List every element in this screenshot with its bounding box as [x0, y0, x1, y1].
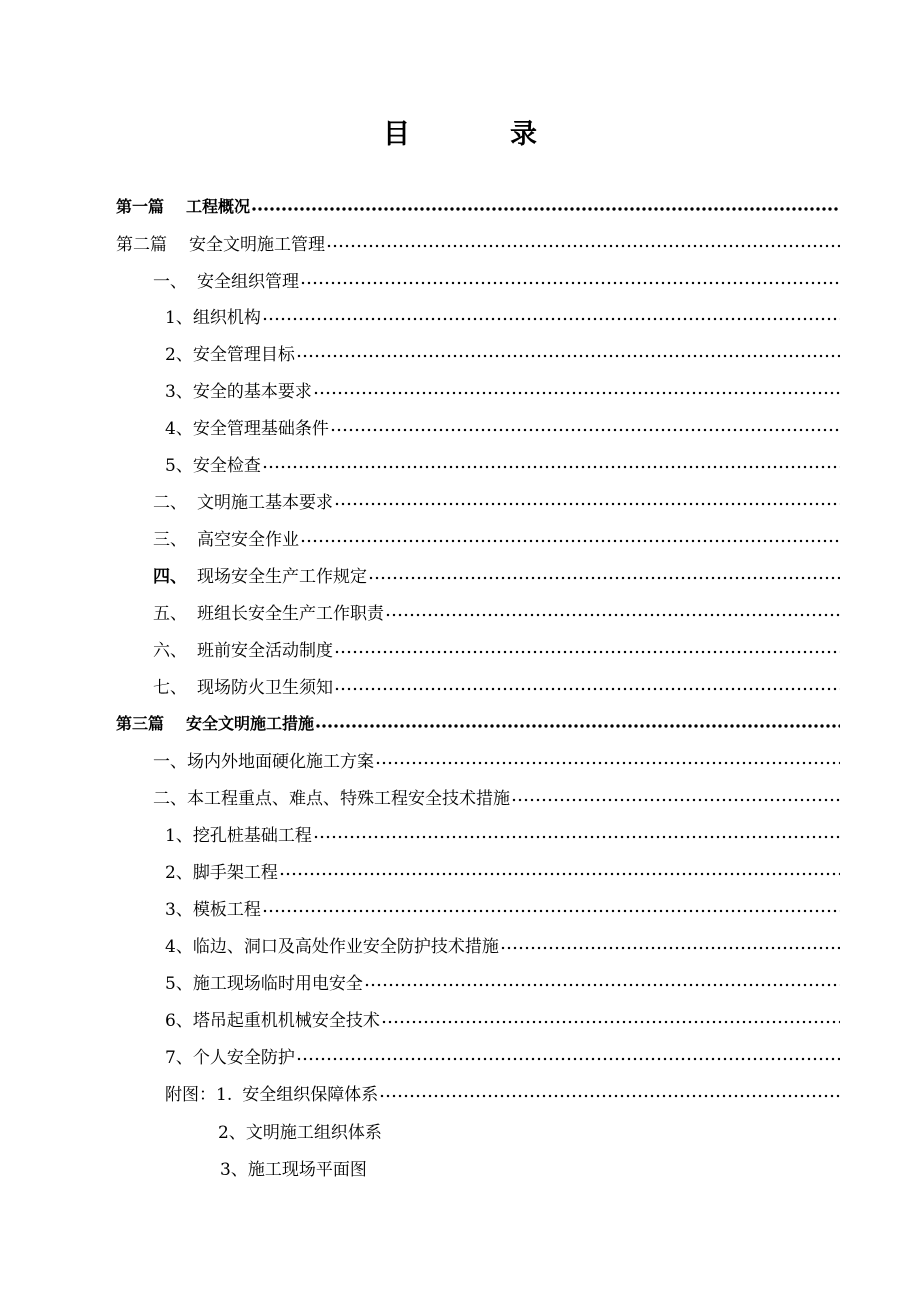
toc-subsection[interactable] [165, 929, 840, 959]
toc-subsection[interactable] [165, 448, 840, 478]
toc-prefix: 三、 [153, 529, 187, 550]
toc-prefix: 2、 [165, 862, 193, 883]
toc-appendix-item[interactable] [218, 1115, 382, 1145]
toc-text: 塔吊起重机机械安全技术 [192, 1010, 380, 1031]
toc-text: 文明施工基本要求 [197, 492, 333, 513]
toc-prefix: 一、 [153, 271, 187, 292]
toc-text: 高空安全作业 [197, 529, 299, 550]
toc-text: 个人安全防护 [192, 1047, 295, 1068]
toc-prefix: 5、 [165, 973, 193, 994]
toc-prefix: 5、 [165, 455, 193, 476]
toc-part-1[interactable] [116, 190, 840, 220]
toc-text: 施工现场临时用电安全 [192, 973, 363, 994]
toc-part-3[interactable] [116, 707, 840, 737]
toc-prefix: 6、 [165, 1010, 193, 1031]
toc-text: 临边、洞口及高处作业安全防护技术措施 [192, 936, 499, 957]
dot-leader [334, 650, 840, 654]
dot-leader [262, 909, 840, 913]
toc-text: 安全文明施工管理 [189, 234, 325, 255]
toc-text: 现场防火卫生须知 [197, 677, 333, 698]
toc-prefix: 1. [216, 1084, 233, 1105]
toc-prefix: 一、 [153, 751, 187, 772]
toc-subsection[interactable] [165, 374, 840, 404]
toc-prefix: 七、 [153, 677, 187, 698]
toc-prefix: 4、 [165, 418, 193, 439]
dot-leader [315, 724, 840, 728]
toc-section[interactable] [153, 485, 840, 515]
toc-text: 工程概况 [186, 196, 251, 216]
toc-section[interactable] [153, 264, 840, 294]
toc-prefix: 7、 [165, 1047, 193, 1068]
dot-leader [385, 613, 840, 617]
toc-prefix: 第一篇 [116, 196, 165, 216]
toc-text: 安全组织保障体系 [242, 1084, 379, 1105]
toc-subsection[interactable] [165, 855, 840, 885]
dot-leader [262, 317, 840, 321]
dot-leader [500, 946, 840, 950]
toc-text: 脚手架工程 [192, 862, 278, 883]
dot-leader [296, 1057, 840, 1061]
appendix-label: 附图： [165, 1084, 216, 1105]
dot-leader [296, 354, 840, 358]
toc-section[interactable] [153, 596, 840, 626]
dot-leader [511, 798, 840, 802]
dot-leader [334, 687, 840, 691]
toc-text: 模板工程 [192, 899, 261, 920]
toc-prefix: 3、 [220, 1159, 248, 1180]
toc-prefix: 五、 [153, 603, 187, 624]
dot-leader [313, 391, 840, 395]
page-title [0, 112, 920, 151]
dot-leader [313, 835, 840, 839]
toc-prefix: 六、 [153, 640, 187, 661]
toc-section[interactable] [153, 670, 840, 700]
toc-prefix: 第二篇 [116, 234, 167, 255]
dot-leader [251, 207, 840, 211]
dot-leader [368, 576, 840, 580]
toc-text: 现场安全生产工作规定 [197, 566, 367, 587]
toc-text: 班组长安全生产工作职责 [197, 603, 384, 624]
toc-prefix: 2、 [165, 344, 193, 365]
toc-prefix: 四、 [153, 566, 187, 587]
toc-prefix: 4、 [165, 936, 193, 957]
dot-leader [364, 983, 840, 987]
toc-subsection[interactable] [165, 818, 840, 848]
toc-subsection[interactable] [165, 300, 840, 330]
toc-section[interactable] [153, 781, 840, 811]
toc-prefix: 3、 [165, 899, 193, 920]
toc-subsection[interactable] [165, 411, 840, 441]
toc-text: 文明施工组织体系 [245, 1122, 382, 1143]
toc-appendix-item[interactable] [165, 1077, 840, 1107]
dot-leader [300, 281, 840, 285]
title-char-1: 目 [383, 119, 510, 150]
toc-prefix: 第三篇 [116, 713, 165, 733]
toc-text: 场内外地面硬化施工方案 [187, 751, 374, 772]
toc-text: 安全检查 [192, 455, 261, 476]
toc-prefix: 1、 [165, 307, 193, 328]
dot-leader [279, 872, 840, 876]
toc-section[interactable] [153, 633, 840, 663]
toc-text: 挖孔桩基础工程 [192, 825, 312, 846]
toc-prefix: 二、 [153, 492, 187, 513]
dot-leader [334, 502, 840, 506]
toc-section[interactable] [153, 522, 840, 552]
dot-leader [330, 428, 840, 432]
toc-prefix: 1、 [165, 825, 193, 846]
dot-leader [262, 465, 840, 469]
toc-text: 安全的基本要求 [192, 381, 312, 402]
toc-text: 班前安全活动制度 [197, 640, 333, 661]
toc-text: 施工现场平面图 [247, 1159, 367, 1180]
toc-part-2[interactable] [116, 227, 840, 257]
toc-text: 安全管理目标 [192, 344, 295, 365]
toc-subsection[interactable] [165, 337, 840, 367]
dot-leader [326, 244, 840, 248]
toc-subsection[interactable] [165, 892, 840, 922]
toc-subsection[interactable] [165, 966, 840, 996]
toc-text: 本工程重点、难点、特殊工程安全技术措施 [187, 788, 510, 809]
dot-leader [300, 539, 840, 543]
toc-text: 安全文明施工措施 [186, 713, 315, 733]
title-char-2: 录 [510, 119, 637, 150]
toc-appendix-item[interactable] [220, 1152, 367, 1182]
toc-prefix: 二、 [153, 788, 187, 809]
toc-text: 安全组织管理 [197, 271, 299, 292]
dot-leader [379, 1094, 840, 1098]
toc-prefix: 3、 [165, 381, 193, 402]
toc-text: 组织机构 [192, 307, 261, 328]
dot-leader [375, 761, 840, 765]
toc-section[interactable] [153, 744, 840, 774]
toc-section[interactable] [153, 559, 840, 589]
dot-leader [381, 1020, 840, 1024]
toc-text: 安全管理基础条件 [192, 418, 329, 439]
toc-prefix: 2、 [218, 1122, 246, 1143]
toc-subsection[interactable] [165, 1003, 840, 1033]
toc-subsection[interactable] [165, 1040, 840, 1070]
